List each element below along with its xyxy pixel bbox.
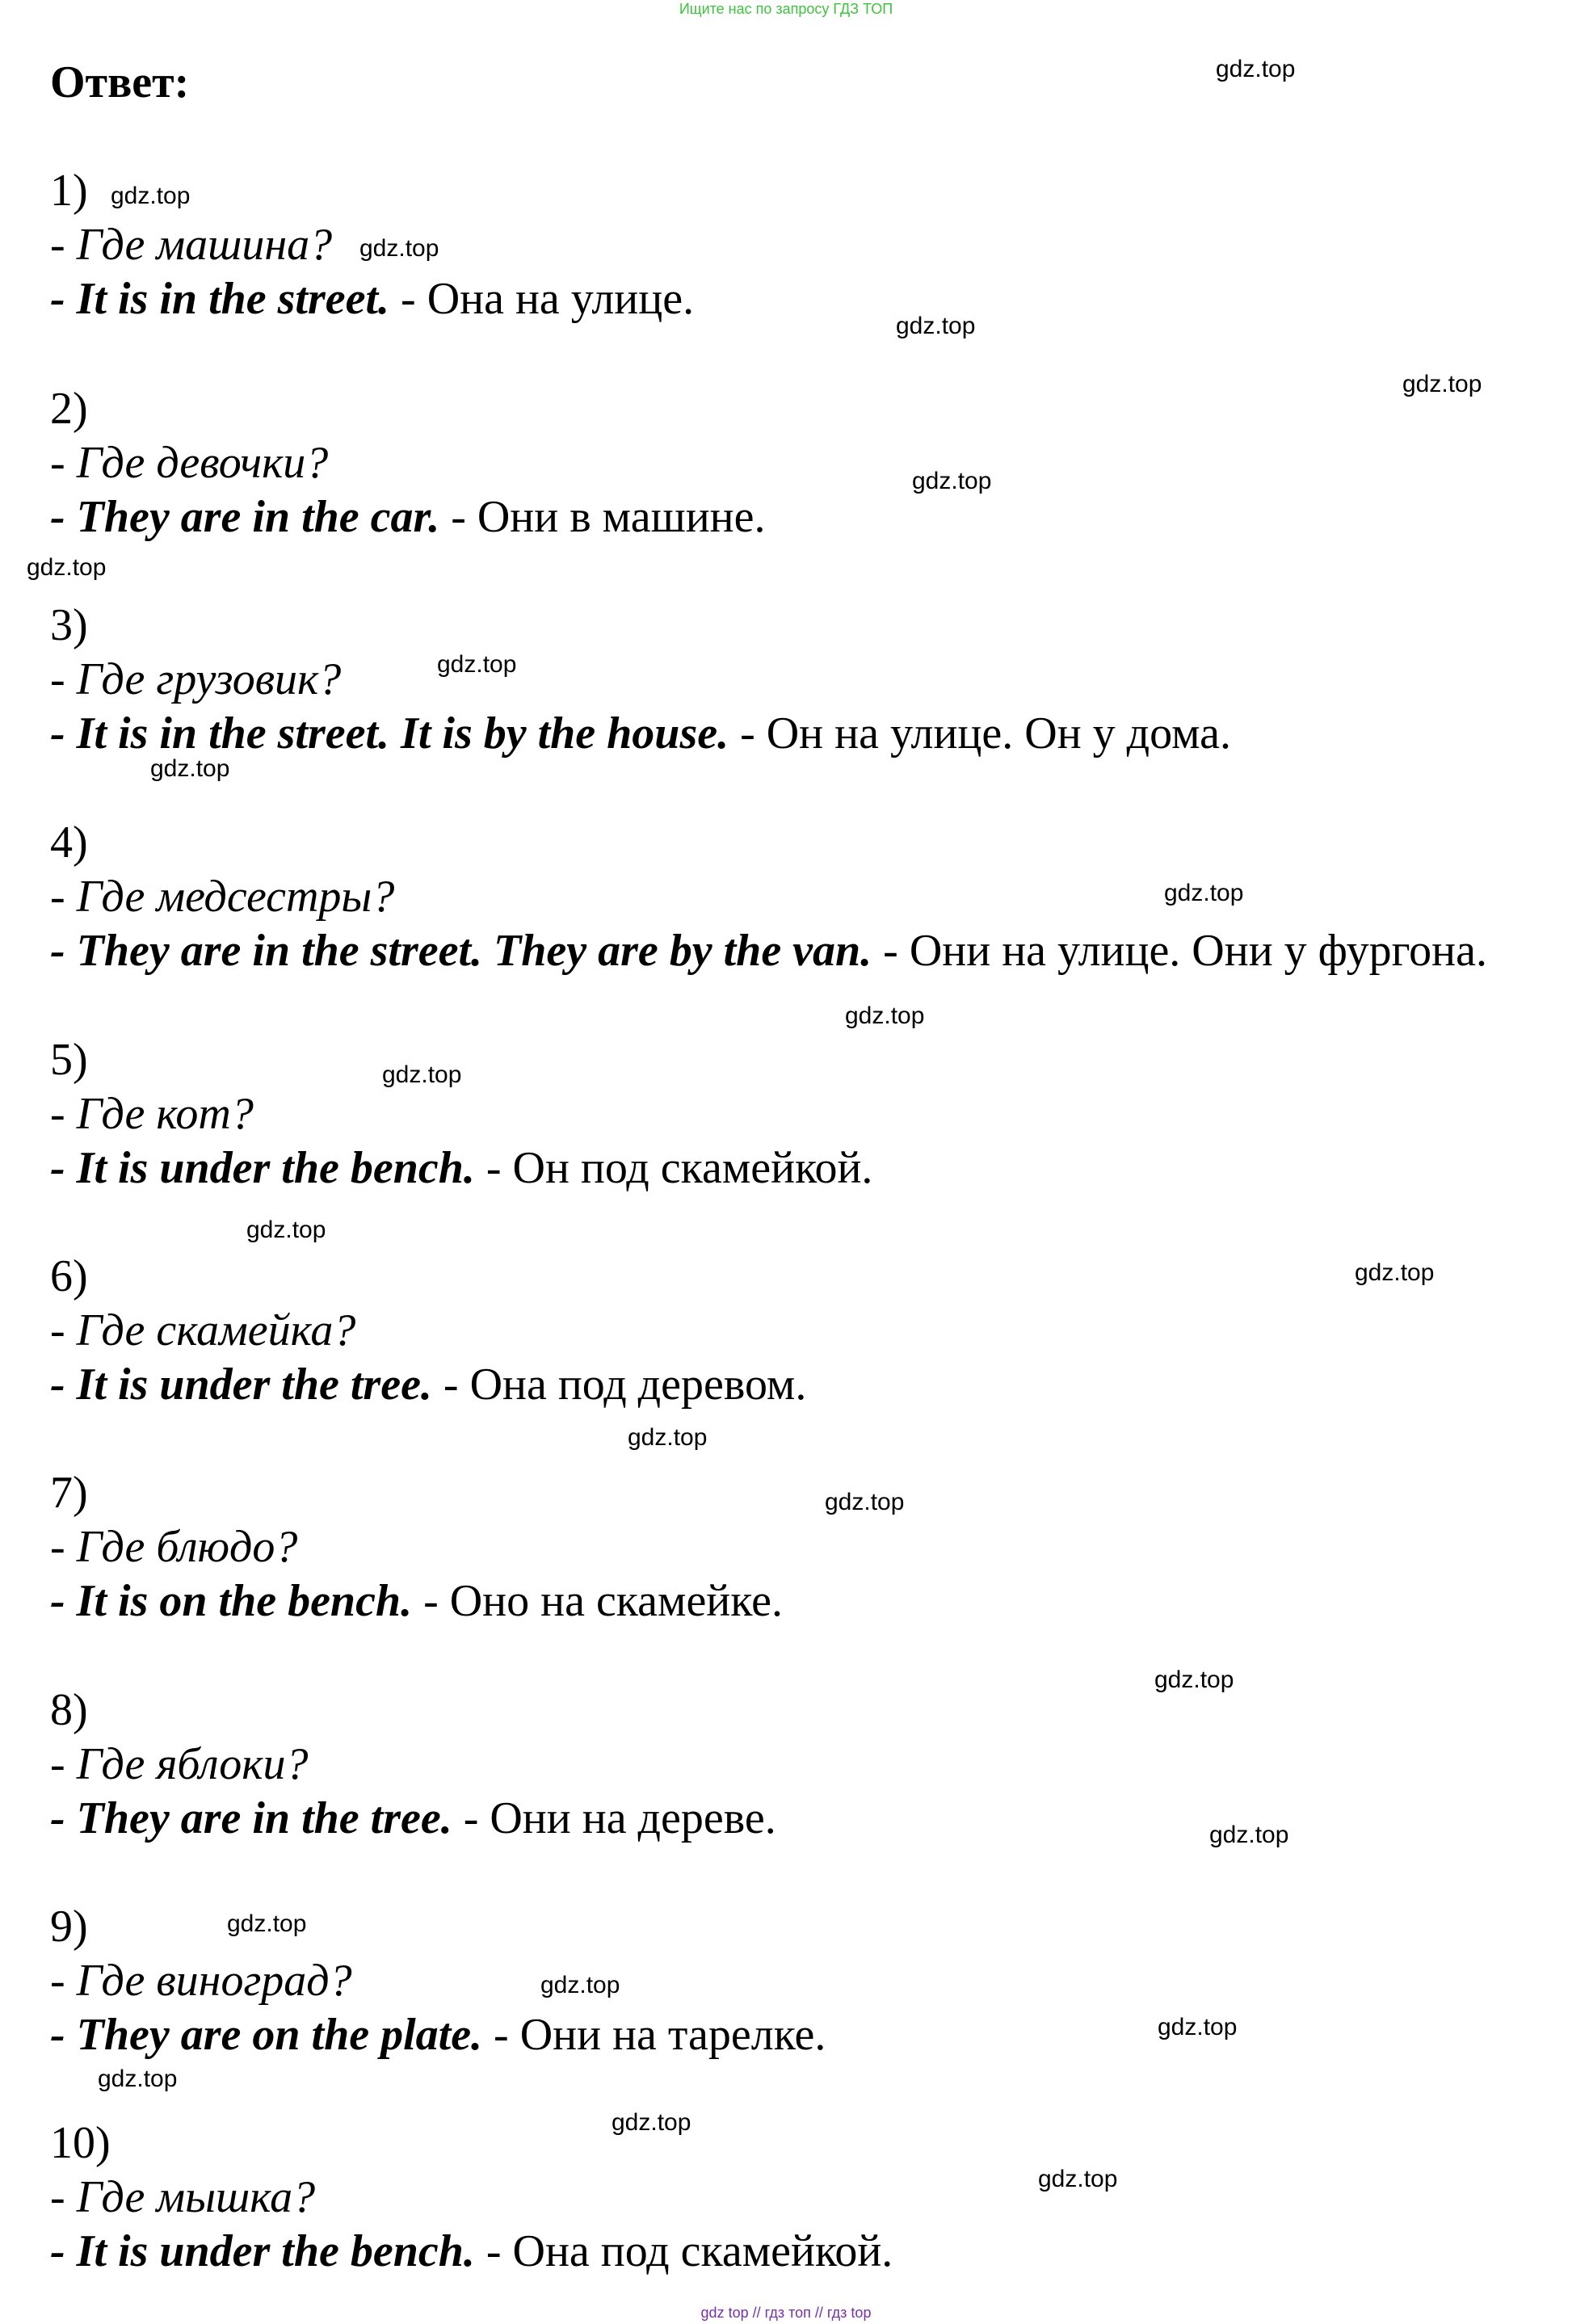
answer-dash: -: [50, 926, 77, 976]
answer-russian: - Оно на скамейке.: [412, 1576, 783, 1626]
entry-answer: [50, 707, 1561, 761]
answer-entry-1: [50, 164, 1561, 326]
watermark: gdz.top: [382, 1061, 462, 1088]
answer-entry-6: [50, 1250, 1561, 1412]
entry-number: 10): [50, 2118, 111, 2168]
page-title: Ответ:: [50, 57, 190, 107]
answer-entry-7: [50, 1466, 1561, 1628]
watermark: gdz.top: [612, 2109, 691, 2136]
answer-russian: - Они на тарелке.: [482, 2010, 826, 2060]
entry-answer: [50, 1574, 1561, 1628]
answer-entry-4: [50, 816, 1561, 978]
entry-number: 6): [50, 1251, 88, 1301]
answer-entry-3: [50, 599, 1561, 761]
entry-question: - Где мышка?: [50, 2172, 316, 2222]
entry-answer: [50, 272, 1561, 326]
answer-dash: -: [50, 492, 77, 542]
answer-english: They are in the car.: [76, 492, 440, 542]
watermark: gdz.top: [246, 1217, 326, 1243]
entry-question: - Где блюдо?: [50, 1522, 298, 1572]
entry-question: - Где кот?: [50, 1089, 254, 1139]
watermark: gdz.top: [912, 468, 992, 494]
answer-english: They are in the street. They are by the van.: [76, 926, 872, 976]
watermark: gdz.top: [1038, 2166, 1118, 2192]
watermark: gdz.top: [111, 183, 191, 209]
entry-number: 4): [50, 817, 88, 868]
answer-english: It is under the bench.: [76, 2226, 475, 2276]
answer-dash: -: [50, 708, 77, 759]
answer-english: It is under the bench.: [76, 1143, 475, 1193]
entry-number: 8): [50, 1685, 88, 1735]
answer-dash: -: [50, 1576, 77, 1626]
entry-number: 1): [50, 166, 88, 216]
entry-question: - Где машина?: [50, 220, 333, 270]
watermark: gdz.top: [227, 1910, 307, 1937]
answer-russian: - Он под скамейкой.: [474, 1143, 873, 1193]
watermark: gdz.top: [1355, 1259, 1435, 1286]
answer-dash: -: [50, 1793, 77, 1843]
watermark: gdz.top: [27, 554, 107, 581]
entry-question: - Где грузовик?: [50, 654, 342, 704]
entry-answer: [50, 1792, 1561, 1846]
answer-english: It is in the street. It is by the house.: [76, 708, 729, 759]
top-banner: Ищите нас по запросу ГДЗ ТОП: [679, 1, 893, 17]
answer-dash: -: [50, 2010, 77, 2060]
watermark: gdz.top: [896, 313, 976, 339]
entry-question: - Где виноград?: [50, 1956, 352, 2006]
entry-question: - Где скамейка?: [50, 1305, 356, 1355]
entry-answer: [50, 1358, 1561, 1412]
answer-russian: - Она под скамейкой.: [474, 2226, 893, 2276]
answer-english: They are in the tree.: [76, 1793, 452, 1843]
watermark: gdz.top: [1158, 2014, 1238, 2040]
answer-entry-8: [50, 1683, 1561, 1846]
watermark: gdz.top: [1154, 1666, 1234, 1693]
answer-russian: - Она под деревом.: [431, 1360, 807, 1410]
entry-answer: [50, 924, 1561, 978]
entry-answer: [50, 490, 1561, 544]
answer-dash: -: [50, 1143, 77, 1193]
answer-dash: -: [50, 2226, 77, 2276]
entry-answer: [50, 2008, 1561, 2062]
entry-number: 2): [50, 384, 88, 434]
answer-english: They are on the plate.: [76, 2010, 483, 2060]
watermark: gdz.top: [845, 1002, 925, 1029]
watermark: gdz.top: [150, 755, 230, 782]
bottom-banner: gdz top // гдз топ // гдз top: [700, 2305, 872, 2321]
entry-answer: [50, 2225, 1561, 2279]
entry-question: - Где медсестры?: [50, 872, 395, 922]
answer-english: It is under the tree.: [76, 1360, 432, 1410]
entry-answer: [50, 1141, 1561, 1196]
answer-russian: - Они на дереве.: [452, 1793, 776, 1843]
answer-russian: - Они в машине.: [439, 492, 766, 542]
answer-dash: -: [50, 274, 77, 324]
answer-russian: - Она на улице.: [389, 274, 695, 324]
watermark: gdz.top: [628, 1424, 708, 1451]
watermark: gdz.top: [1209, 1822, 1289, 1848]
answer-russian: - Они на улице. Они у фургона.: [872, 926, 1487, 976]
entry-number: 9): [50, 1902, 88, 1952]
watermark: gdz.top: [437, 651, 517, 678]
watermark: gdz.top: [1164, 880, 1244, 906]
watermark: gdz.top: [825, 1489, 905, 1515]
answer-english: It is on the bench.: [76, 1576, 413, 1626]
entry-question: - Где яблоки?: [50, 1739, 309, 1789]
watermark: gdz.top: [1216, 56, 1296, 82]
answer-entry-5: [50, 1033, 1561, 1196]
watermark: gdz.top: [1402, 371, 1482, 397]
entry-number: 3): [50, 600, 88, 650]
watermark: gdz.top: [98, 2066, 178, 2092]
watermark: gdz.top: [540, 1972, 620, 1998]
answer-entry-2: [50, 382, 1561, 544]
answer-russian: - Он на улице. Он у дома.: [729, 708, 1231, 759]
answer-entry-10: [50, 2116, 1561, 2279]
entry-question: - Где девочки?: [50, 438, 329, 488]
answer-english: It is in the street.: [76, 274, 390, 324]
entry-number: 5): [50, 1035, 88, 1085]
watermark: gdz.top: [359, 235, 439, 262]
entry-number: 7): [50, 1468, 88, 1518]
answer-dash: -: [50, 1360, 77, 1410]
